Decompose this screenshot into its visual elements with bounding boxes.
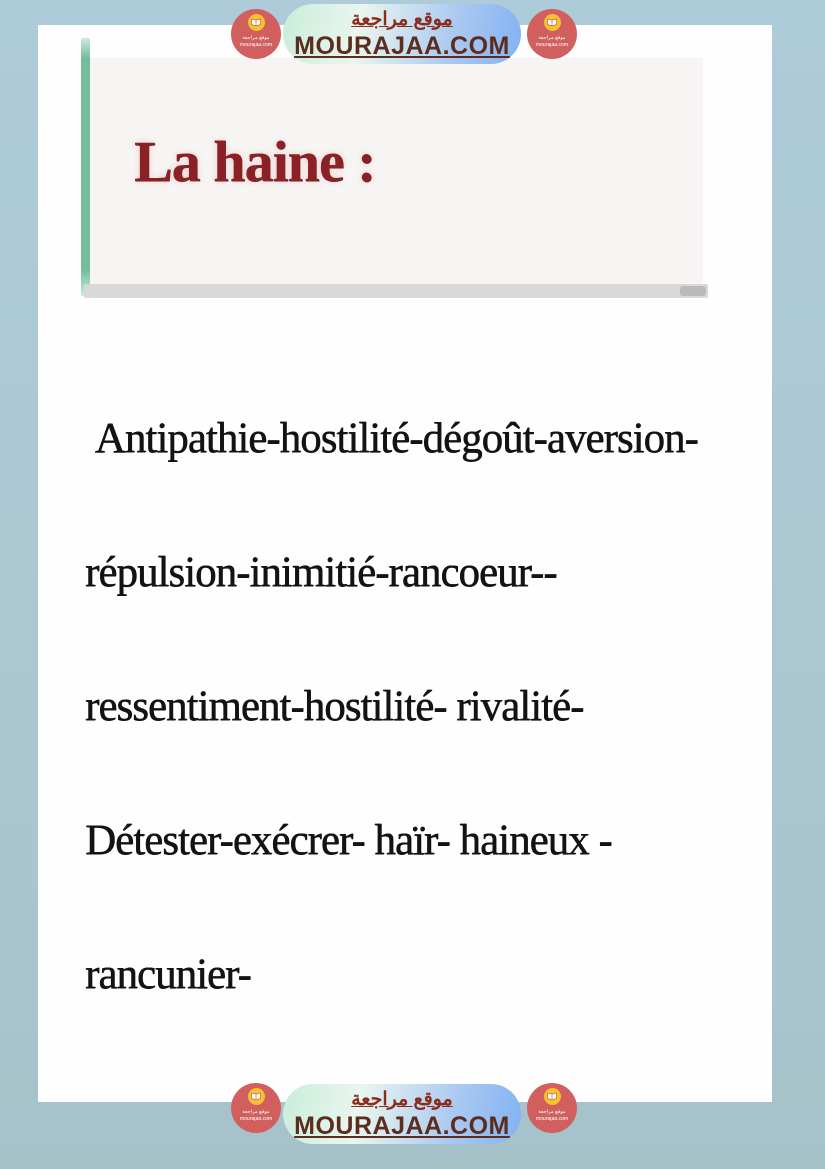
site-logo-badge <box>527 1083 577 1133</box>
site-url-link[interactable]: MOURAJAA.COM <box>294 31 510 60</box>
badge-url-label: mourajaa.com <box>535 1116 569 1122</box>
site-url-link[interactable]: MOURAJAA.COM <box>294 1111 510 1140</box>
site-name-arabic: موقع مراجعة <box>351 1088 453 1110</box>
site-logo-badge <box>231 9 281 59</box>
watermark-pill-header <box>283 4 521 64</box>
book-icon <box>544 14 561 31</box>
book-icon <box>248 1088 265 1105</box>
site-name-arabic: موقع مراجعة <box>351 8 453 30</box>
badge-url-label: mourajaa.com <box>239 1116 273 1122</box>
badge-url-label: mourajaa.com <box>239 42 273 48</box>
synonyms-text-block <box>85 372 735 1042</box>
synonym-line: Détester-exécrer- haïr- haineux - <box>85 817 612 864</box>
synonym-line: répulsion-inimitié-rancoeur-- <box>85 549 557 596</box>
badge-arabic-label: موقع مراجعة <box>538 35 566 41</box>
panel-bottom-bar <box>84 284 708 298</box>
badge-arabic-label: موقع مراجعة <box>242 1109 270 1115</box>
badge-url-label: mourajaa.com <box>535 42 569 48</box>
book-icon <box>248 14 265 31</box>
site-logo-badge <box>527 9 577 59</box>
panel-bottom-bar-end <box>680 286 706 296</box>
page-title: La haine : <box>134 129 376 194</box>
title-accent-bar <box>81 38 90 296</box>
book-icon <box>544 1088 561 1105</box>
site-logo-badge <box>231 1083 281 1133</box>
synonym-line: rancunier- <box>85 951 251 998</box>
badge-arabic-label: موقع مراجعة <box>242 35 270 41</box>
title-panel <box>90 58 703 284</box>
watermark-pill-footer <box>283 1084 521 1144</box>
synonym-line: ressentiment-hostilité- rivalité- <box>85 683 584 730</box>
synonym-line: Antipathie-hostilité-dégoût-aversion- <box>85 415 698 462</box>
badge-arabic-label: موقع مراجعة <box>538 1109 566 1115</box>
